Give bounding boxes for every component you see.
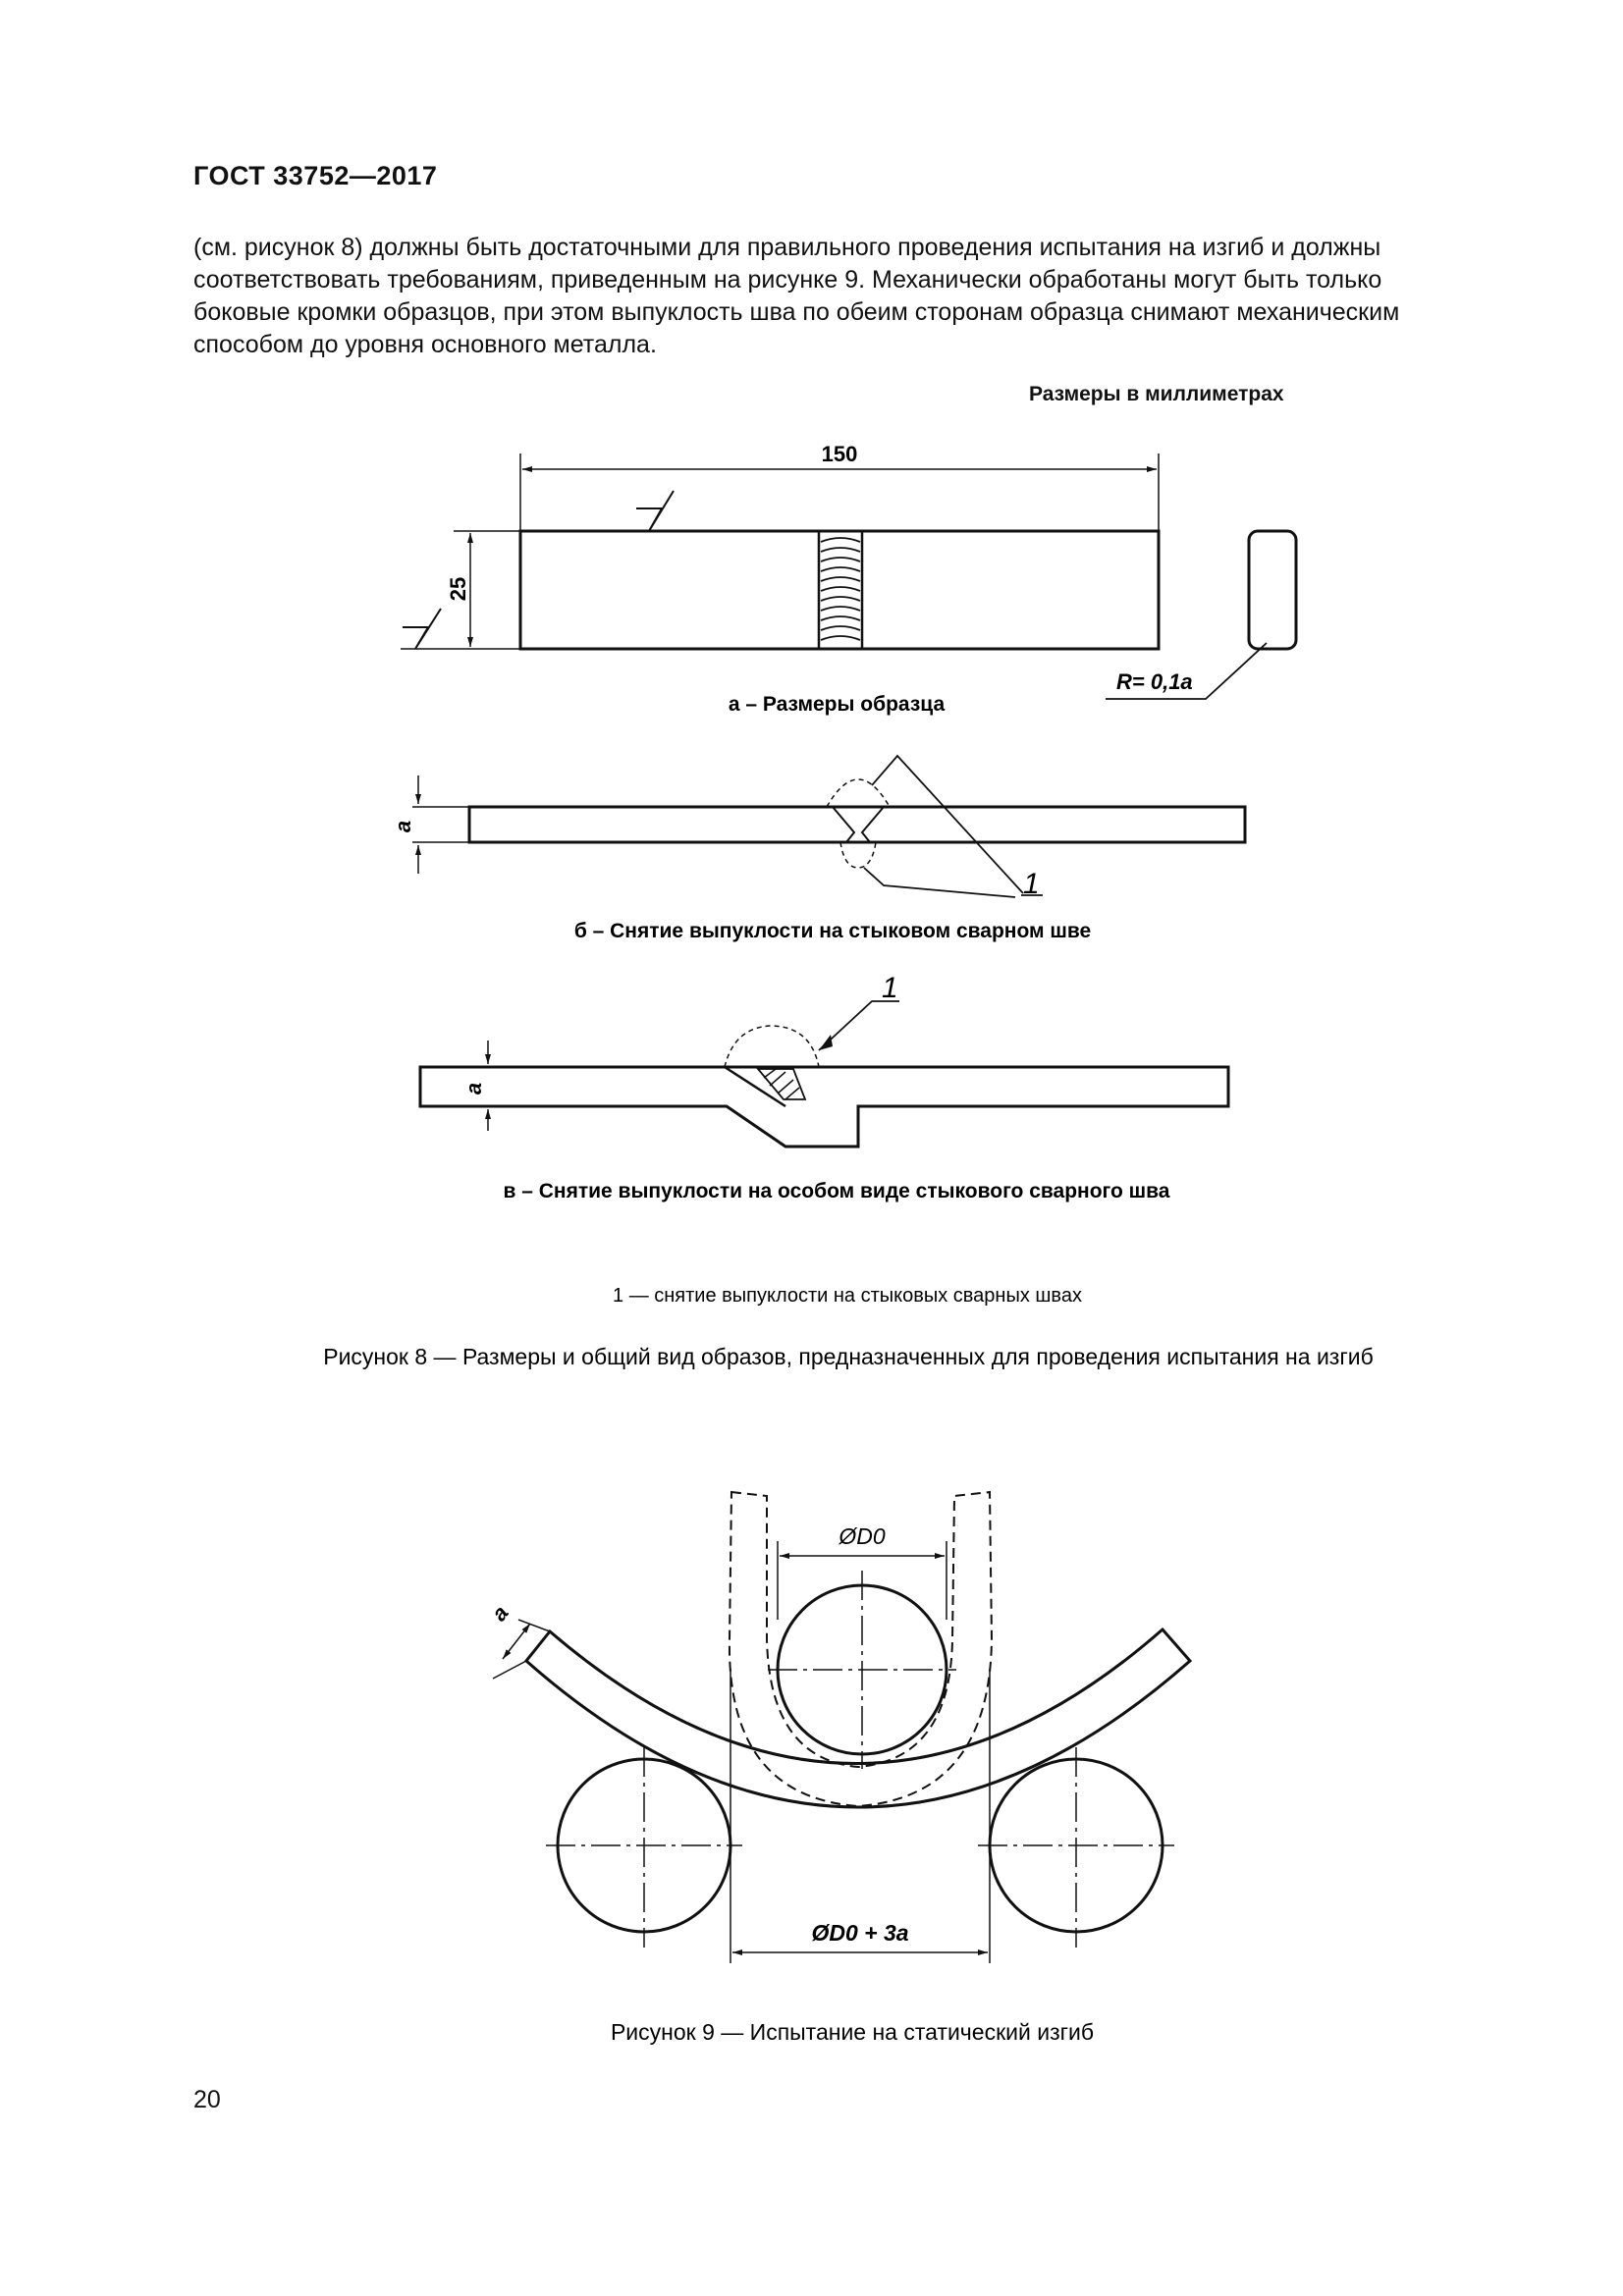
intro-line: (см. рисунок 8) должны быть достаточными для правильного проведения испытания на изгиб и должны (193, 234, 1381, 261)
radius-label: R= 0,1a (1116, 669, 1193, 694)
dim-a-label-c: a (461, 1082, 486, 1095)
dim-width-label: 25 (446, 576, 470, 602)
units-note: Размеры в миллиметрах (1029, 383, 1284, 405)
weld-groove (833, 807, 884, 842)
removed-reinforcement-top (827, 779, 890, 807)
figure-9-caption: Рисунок 9 — Испытание на статический изгиб (610, 2019, 1095, 2045)
intro-line: боковые кромки образцов, при этом выпуклость шва по обеим сторонам образца снимают механическим (193, 298, 1400, 326)
caption-part-c: в – Снятие выпуклости на особом виде стыкового сварного шва (503, 1180, 1170, 1202)
figure-9-drawing (0, 1453, 1623, 2101)
document-header: ГОСТ 33752—2017 (193, 161, 438, 190)
callout-number-c: 1 (882, 972, 898, 1004)
intro-line: способом до уровня основного металла. (193, 331, 657, 358)
callout-leader-b (872, 756, 1023, 893)
figure-8-legend: 1 — снятие выпуклости на стыковых сварных швах (613, 1285, 1082, 1307)
curved-specimen (526, 1629, 1190, 1807)
roughness-symbol-top (636, 491, 674, 531)
special-butt-weld-view (420, 1001, 1228, 1147)
removed-reinforcement-bottom (840, 842, 876, 868)
butt-weld-plate (469, 807, 1245, 842)
dim-D0-3a-label: ØD0 + 3a (811, 1920, 909, 1946)
removed-reinforcement-c (725, 1026, 819, 1067)
caption-part-b: б – Снятие выпуклости на стыковом сварном шве (573, 920, 1092, 942)
roughness-symbol-left (403, 609, 441, 649)
dim-D0-label: ØD0 (839, 1523, 886, 1549)
special-weld-plates (420, 1067, 1228, 1147)
weld-hatch (758, 1069, 805, 1099)
dim-length-label: 150 (821, 442, 858, 466)
dim-line-a (503, 1624, 530, 1659)
butt-weld-view (412, 756, 1245, 897)
specimen-body (520, 531, 1159, 649)
specimen-cross-section (1249, 531, 1296, 649)
dim-a-label-b: a (391, 820, 415, 833)
figure-8-caption: Рисунок 8 — Размеры и общий вид образов, предназначенных для проведения испытания на изгиб (323, 1344, 1374, 1369)
dim-a-label-fig9: a (486, 1600, 514, 1626)
caption-part-a: а – Размеры образца (728, 693, 946, 716)
specimen-plan-view (401, 454, 1296, 699)
page-number: 20 (193, 2086, 221, 2113)
callout-number-b: 1 (1023, 868, 1040, 900)
intro-line: соответствовать требованиям, приведенным на рисунке 9. Механически обработаны могут быть только (193, 266, 1382, 294)
